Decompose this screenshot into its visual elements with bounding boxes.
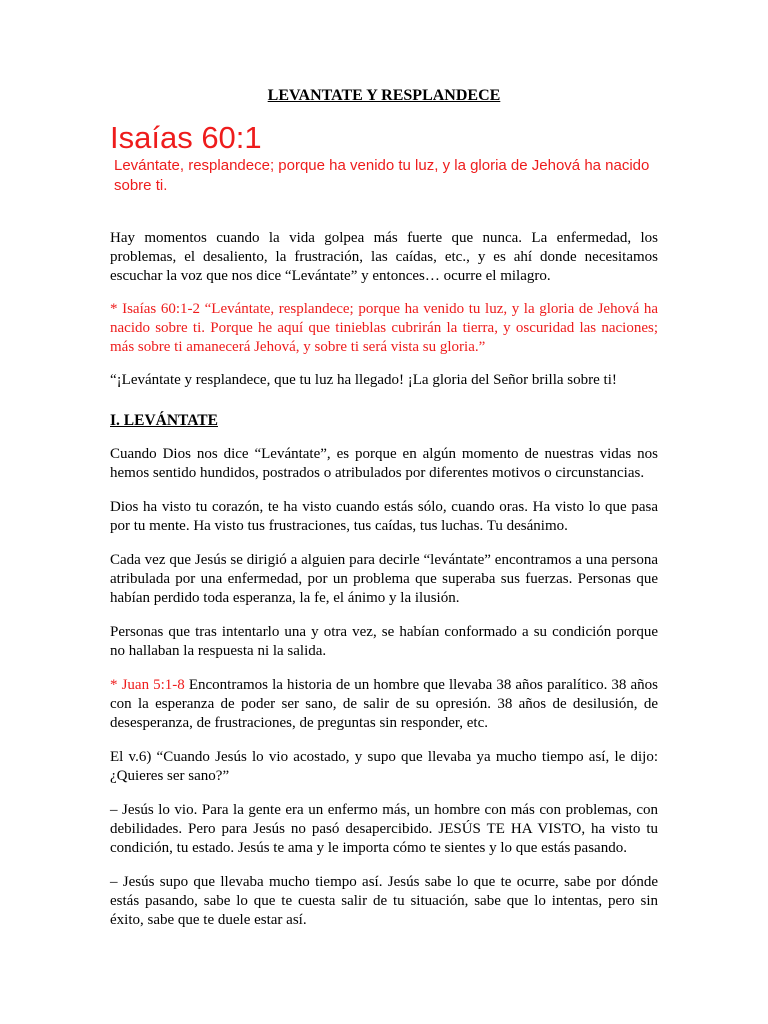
paragraph-text: Encontramos la historia de un hombre que llevaba 38 años paralítico. 38 años con la esperanza de poder ser sano, de salir de su opresión. 38 años de desilusión, de desesperanza, de frustraciones, de preguntas sin responder, etc.	[110, 677, 658, 731]
verse-reference: Isaías 60:1	[110, 120, 262, 155]
section-heading-levantate: I. LEVÁNTATE	[110, 412, 218, 429]
section1-paragraph-7: – Jesús lo vio. Para la gente era un enfermo más, un hombre con más con problemas, con debilidades. Pero para Jesús no pasó desapercibido. JESÚS TE HA VISTO, ha visto tu condición, tu estado. Jesús te ama y le importa cómo te sientes y lo que estás pasando.	[110, 802, 658, 856]
section1-paragraph-5	[110, 676, 658, 733]
section1-paragraph-3: Cada vez que Jesús se dirigió a alguien para decirle “levántate” encontramos a una persona atribulada por una enfermedad, por un problema que superaba sus fuerzas. Personas que habían perdido toda esperanza, la fe, el ánimo y la ilusión.	[110, 552, 658, 606]
intro-paragraph: Hay momentos cuando la vida golpea más fuerte que nunca. La enfermedad, los problemas, el desaliento, la frustración, las caídas, etc., y es ahí donde necesitamos escuchar la voz que nos dice “Levántate” y entonces… ocurre el milagro.	[110, 230, 658, 284]
section1-paragraph-2: Dios ha visto tu corazón, te ha visto cuando estás sólo, cuando oras. Ha visto lo que pasa por tu mente. Ha visto tus frustraciones, tus caídas, tus luchas. Tu desánimo.	[110, 499, 658, 534]
verse-text: Levántate, resplandece; porque ha venido tu luz, y la gloria de Jehová ha nacido sobre ti.	[114, 157, 650, 194]
document-page	[110, 86, 658, 930]
exhortation-paragraph: “¡Levántate y resplandece, que tu luz ha llegado! ¡La gloria del Señor brilla sobre ti!	[110, 372, 617, 388]
section1-paragraph-4: Personas que tras intentarlo una y otra vez, se habían conformado a su condición porque no hallaban la respuesta ni la salida.	[110, 624, 658, 659]
document-title: LEVANTATE Y RESPLANDECE	[267, 87, 501, 104]
section1-paragraph-1: Cuando Dios nos dice “Levántate”, es porque en algún momento de nuestras vidas nos hemos sentido hundidos, postrados o atribulados por diferentes motivos o circunstancias.	[110, 446, 658, 481]
section1-paragraph-8: – Jesús supo que llevaba mucho tiempo así. Jesús sabe lo que te ocurre, sabe por dónde estás pasando, sabe lo que te cuesta salir de tu situación, sabe que lo intentas, pero sin éxito, sabe que te duele estar así.	[110, 874, 658, 928]
section1-paragraph-6: El v.6) “Cuando Jesús lo vio acostado, y supo que llevaba ya mucho tiempo así, le dijo: ¿Quieres ser sano?”	[110, 749, 658, 784]
scripture-reference-juan: * Juan 5:1-8	[110, 677, 185, 693]
scripture-quote-paragraph: * Isaías 60:1-2 “Levántate, resplandece; porque ha venido tu luz, y la gloria de Jehová ha nacido sobre ti. Porque he aquí que tinieblas cubrirán la tierra, y oscuridad las naciones; más sobre ti amanecerá Jehová, y sobre ti será vista su gloria.”	[110, 301, 658, 355]
